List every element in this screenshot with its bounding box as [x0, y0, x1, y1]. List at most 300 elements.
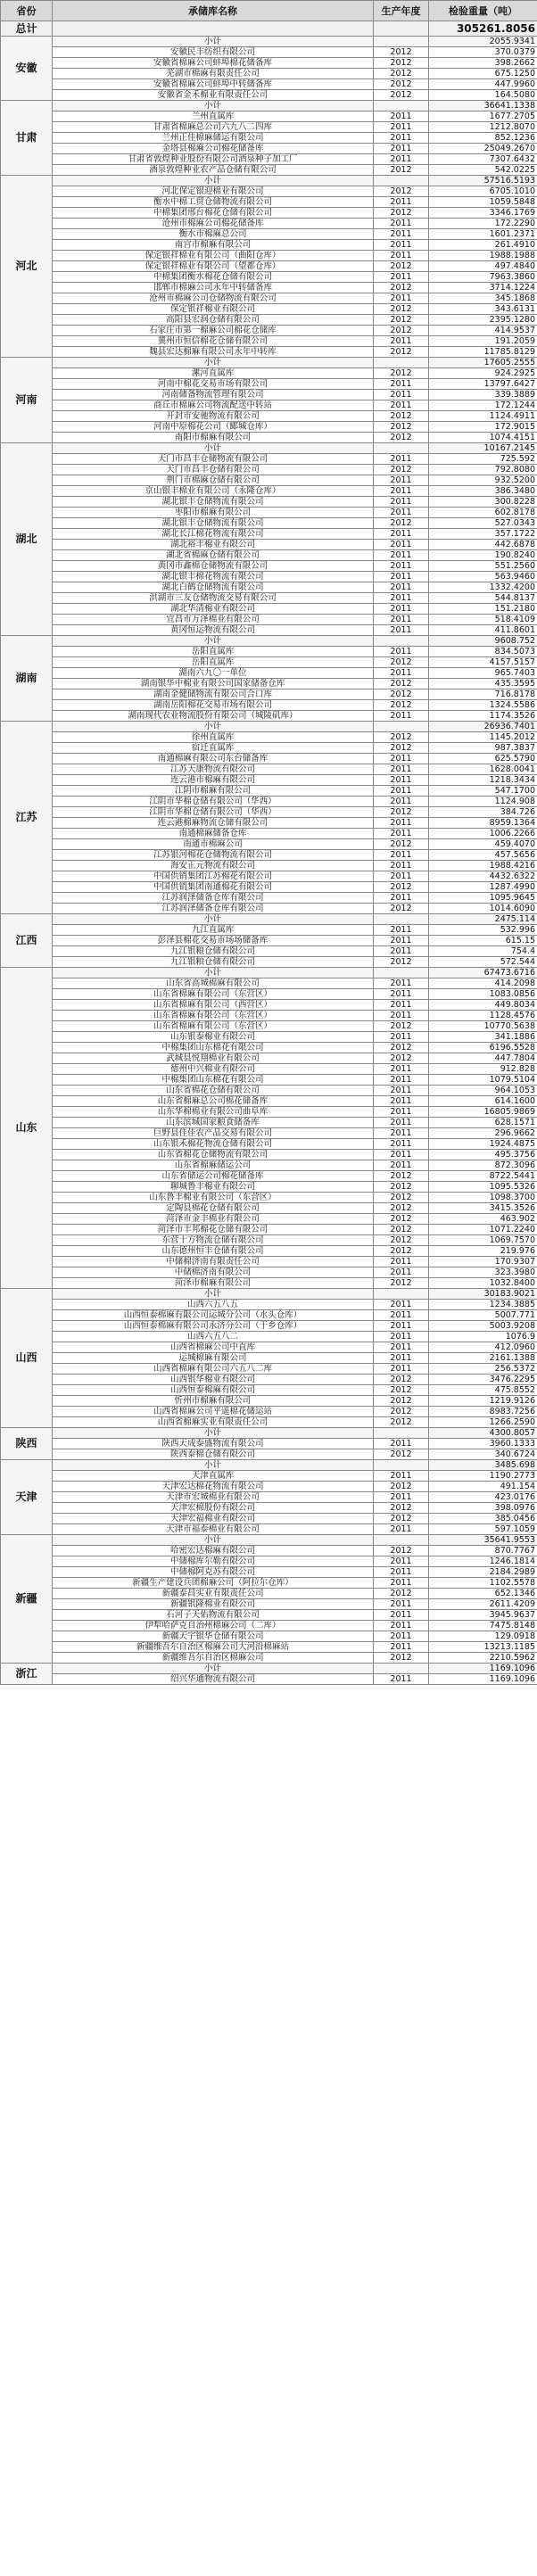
- warehouse-name: 天门市昌丰仓储物流有限公司: [53, 454, 374, 465]
- header-name: 承储库名称: [53, 1, 374, 21]
- production-year: 2011: [374, 786, 429, 797]
- table-row: [1, 861, 537, 871]
- production-year: 2011: [374, 1353, 429, 1364]
- warehouse-name: 中棉集团山东棉花有限公司: [53, 1043, 374, 1053]
- inspected-weight: 2395.1280: [429, 315, 537, 326]
- production-year: 2011: [374, 1064, 429, 1075]
- warehouse-name: 冀州市恒信棉花仓储有限公司: [53, 336, 374, 347]
- production-year: 2011: [374, 1674, 429, 1685]
- production-year: 2012: [374, 1417, 429, 1428]
- warehouse-name: 湖北长江棉花物流有限公司: [53, 529, 374, 540]
- subtotal-weight: 17605.2555: [429, 358, 537, 368]
- warehouse-name: 漯河直属库: [53, 368, 374, 379]
- production-year: 2012: [374, 69, 429, 79]
- production-year: 2012: [374, 326, 429, 336]
- table-row: [1, 1043, 537, 1053]
- inspected-weight: 172.9015: [429, 422, 537, 433]
- table-row: [1, 1674, 537, 1685]
- inspected-weight: 1095.5326: [429, 1182, 537, 1193]
- table-row: [1, 315, 537, 326]
- subtotal-weight: 2055.9341: [429, 37, 537, 47]
- production-year: 2011: [374, 154, 429, 165]
- production-year: 2012: [374, 1449, 429, 1460]
- table-row: [1, 229, 537, 240]
- inspected-weight: 3945.9637: [429, 1610, 537, 1621]
- warehouse-name: 山东省棉麻有限公司（东营区）: [53, 1021, 374, 1032]
- table-row: [1, 1364, 537, 1375]
- warehouse-name: 湖北银丰仓储物流有限公司: [53, 518, 374, 529]
- inspected-weight: 1332.4200: [429, 582, 537, 593]
- table-row: [1, 186, 537, 197]
- warehouse-name: 黄冈市鑫棉仓储物流有限公司: [53, 561, 374, 572]
- table-row: [1, 711, 537, 722]
- inspected-weight: 1032.8400: [429, 1278, 537, 1289]
- table-row: [1, 1214, 537, 1225]
- inspected-weight: 1076.9: [429, 1332, 537, 1342]
- warehouse-name: 兰州正佳棉麻储运有限公司: [53, 133, 374, 144]
- warehouse-name: 中储棉济南有限责任公司: [53, 1257, 374, 1267]
- production-year: 2012: [374, 743, 429, 754]
- production-year: 2012: [374, 1407, 429, 1417]
- subtotal-label: 小计: [53, 968, 374, 978]
- table-row: [1, 293, 537, 304]
- inspected-weight: 1128.4576: [429, 1011, 537, 1021]
- table-row: [1, 1086, 537, 1096]
- table-row: [1, 1267, 537, 1278]
- warehouse-name: 绍兴华通物流有限公司: [53, 1674, 374, 1685]
- inspected-weight: 345.1868: [429, 293, 537, 304]
- production-year: 2012: [374, 1546, 429, 1556]
- inspected-weight: 447.9960: [429, 79, 537, 90]
- table-row: [1, 111, 537, 122]
- warehouse-name: 山西恒泰棉麻有限公司: [53, 1385, 374, 1396]
- table-row: [1, 561, 537, 572]
- inspected-weight: 5007.771: [429, 1310, 537, 1321]
- production-year: 2012: [374, 465, 429, 475]
- warehouse-name: 湖北白鹤仓储物流有限公司: [53, 582, 374, 593]
- production-year: 2012: [374, 679, 429, 689]
- production-year: 2011: [374, 1599, 429, 1610]
- production-year: 2012: [374, 904, 429, 914]
- table-row: [1, 1011, 537, 1021]
- inspected-weight: 1124.908: [429, 797, 537, 807]
- warehouse-name: 岳阳直属库: [53, 647, 374, 657]
- table-row: [1, 197, 537, 208]
- production-year: 2012: [374, 1653, 429, 1664]
- warehouse-name: 湖南现代农业物流股份有限公司（城陵矶库）: [53, 711, 374, 722]
- table-row: [1, 679, 537, 689]
- inspected-weight: 414.9537: [429, 326, 537, 336]
- production-year: 2011: [374, 1492, 429, 1503]
- inspected-weight: 11785.8129: [429, 347, 537, 358]
- warehouse-name: 天津市宏城棉业有限公司: [53, 1492, 374, 1503]
- production-year: 2011: [374, 293, 429, 304]
- warehouse-name: 山东鲁丰棉业有限公司（东营区）: [53, 1193, 374, 1203]
- inspected-weight: 834.5073: [429, 647, 537, 657]
- inspected-weight: 300.8228: [429, 497, 537, 508]
- subtotal-weight: 2475.114: [429, 914, 537, 925]
- subtotal-weight: 57516.5193: [429, 176, 537, 186]
- production-year: 2011: [374, 604, 429, 615]
- production-year: 2012: [374, 283, 429, 293]
- warehouse-name: 山西恒泰棉麻有限公司运城分公司（水头仓库）: [53, 1310, 374, 1321]
- table-row: [1, 1471, 537, 1482]
- inspected-weight: 386.3480: [429, 486, 537, 497]
- warehouse-name: 安徽省金禾棉业有限责任公司: [53, 90, 374, 101]
- inspected-weight: 475.8552: [429, 1385, 537, 1396]
- production-year: 2012: [374, 304, 429, 315]
- warehouse-name: 菏泽市棉麻有限公司: [53, 1278, 374, 1289]
- warehouse-name: 巨野县佳佳农产品交易有限公司: [53, 1128, 374, 1139]
- subtotal-weight: 35641.9553: [429, 1535, 537, 1546]
- production-year: 2011: [374, 550, 429, 561]
- inspected-weight: 1074.4151: [429, 433, 537, 443]
- production-year: 2012: [374, 1375, 429, 1385]
- warehouse-name: 山西省棉麻有限公司六五八二库: [53, 1364, 374, 1375]
- inspected-weight: 457.5656: [429, 850, 537, 861]
- inspected-weight: 1219.9126: [429, 1396, 537, 1407]
- table-row: [1, 1546, 537, 1556]
- subtotal-year-empty: [374, 1535, 429, 1546]
- inspected-weight: 1169.1096: [429, 1674, 537, 1685]
- warehouse-name: 芜湖市棉麻有限责任公司: [53, 69, 374, 79]
- warehouse-name: 聊城鲁丰棉业有限公司: [53, 1182, 374, 1193]
- subtotal-row: [1, 968, 537, 978]
- warehouse-name: 酒泉敦煌种业农产品仓储有限公司: [53, 165, 374, 176]
- table-row: [1, 540, 537, 550]
- production-year: 2011: [374, 390, 429, 400]
- subtotal-weight: 9608.752: [429, 636, 537, 647]
- table-body: [1, 21, 537, 1685]
- inspected-weight: 675.1250: [429, 69, 537, 79]
- production-year: 2011: [374, 925, 429, 936]
- table-row: [1, 411, 537, 422]
- warehouse-name: 黄冈恒运物流有限公司: [53, 625, 374, 636]
- inspected-weight: 716.8178: [429, 689, 537, 700]
- inspected-weight: 497.4840: [429, 261, 537, 272]
- table-row: [1, 936, 537, 946]
- production-year: 2012: [374, 1235, 429, 1246]
- production-year: 2012: [374, 433, 429, 443]
- warehouse-name: 山东省棉麻有限公司（东营区）: [53, 1011, 374, 1021]
- warehouse-name: 山西省棉麻实业有限责任公司: [53, 1417, 374, 1428]
- production-year: 2011: [374, 797, 429, 807]
- table-row: [1, 871, 537, 882]
- subtotal-year-empty: [374, 1460, 429, 1471]
- production-year: 2012: [374, 208, 429, 219]
- subtotal-label: 小计: [53, 1428, 374, 1439]
- production-year: 2011: [374, 1621, 429, 1631]
- warehouse-name: 天津宏棉股份有限公司: [53, 1503, 374, 1514]
- inspected-weight: 414.2098: [429, 978, 537, 989]
- warehouse-name: 河南中棉花交易市场有限公司: [53, 379, 374, 390]
- inspected-weight: 614.1600: [429, 1096, 537, 1107]
- warehouse-name: 菏泽市丰邦棉花仓储有限公司: [53, 1225, 374, 1235]
- inspected-weight: 597.1059: [429, 1524, 537, 1535]
- subtotal-row: [1, 358, 537, 368]
- production-year: 2012: [374, 1482, 429, 1492]
- warehouse-name: 新疆银隆棉业有限公司: [53, 1599, 374, 1610]
- production-year: 2011: [374, 1524, 429, 1535]
- production-year: 2011: [374, 122, 429, 133]
- warehouse-name: 新疆维吾尔自治区棉麻公司大河沿棉麻站: [53, 1642, 374, 1653]
- inspected-weight: 725.592: [429, 454, 537, 465]
- warehouse-name: 江苏润泽储备仓库有限公司: [53, 904, 374, 914]
- table-row: [1, 1396, 537, 1407]
- subtotal-row: [1, 1664, 537, 1674]
- inspected-weight: 219.976: [429, 1246, 537, 1257]
- inspected-weight: 7307.6432: [429, 154, 537, 165]
- warehouse-name: 伊犁哈萨克自治州棉麻公司（二库）: [53, 1621, 374, 1631]
- production-year: 2011: [374, 1075, 429, 1086]
- warehouse-name: 保定银祥棉业有限公司（曲阳仓库）: [53, 251, 374, 261]
- production-year: 2011: [374, 272, 429, 283]
- production-year: 2011: [374, 1310, 429, 1321]
- production-year: 2011: [374, 754, 429, 764]
- production-year: 2011: [374, 1032, 429, 1043]
- warehouse-name: 中储棉阿克苏有限公司: [53, 1567, 374, 1578]
- table-row: [1, 508, 537, 518]
- table-row: [1, 1524, 537, 1535]
- production-year: 2011: [374, 454, 429, 465]
- table-row: [1, 1578, 537, 1589]
- subtotal-year-empty: [374, 636, 429, 647]
- table-row: [1, 529, 537, 540]
- subtotal-year-empty: [374, 722, 429, 732]
- inspected-weight: 1988.4216: [429, 861, 537, 871]
- warehouse-name: 中国供销集团南通棉花有限公司: [53, 882, 374, 893]
- table-row: [1, 882, 537, 893]
- table-row: [1, 850, 537, 861]
- inspected-weight: 870.7767: [429, 1546, 537, 1556]
- warehouse-name: 河南中原棉花公司（郾城仓库）: [53, 422, 374, 433]
- table-row: [1, 1139, 537, 1150]
- production-year: 2012: [374, 1225, 429, 1235]
- production-year: 2011: [374, 818, 429, 829]
- warehouse-name: 山东省棉花仓储有限公司: [53, 1086, 374, 1096]
- production-year: 2011: [374, 775, 429, 786]
- production-year: 2011: [374, 893, 429, 904]
- production-year: 2012: [374, 957, 429, 968]
- inspected-weight: 628.1571: [429, 1118, 537, 1128]
- warehouse-name: 山东省棉麻有限公司（西营区）: [53, 1000, 374, 1011]
- table-row: [1, 786, 537, 797]
- warehouse-name: 新疆维吾尔自治区棉麻公司: [53, 1653, 374, 1664]
- inspected-weight: 2611.4209: [429, 1599, 537, 1610]
- warehouse-name: 魏县宏达棉麻有限公司永年中转库: [53, 347, 374, 358]
- table-row: [1, 807, 537, 818]
- production-year: 2011: [374, 1267, 429, 1278]
- inspected-weight: 16805.9869: [429, 1107, 537, 1118]
- warehouse-name: 湖北裕丰棉业有限公司: [53, 540, 374, 550]
- inspected-weight: 442.6878: [429, 540, 537, 550]
- table-row: [1, 261, 537, 272]
- subtotal-year-empty: [374, 176, 429, 186]
- inspected-weight: 1098.3700: [429, 1193, 537, 1203]
- table-row: [1, 1182, 537, 1193]
- province-cell: 安徽: [1, 37, 53, 101]
- subtotal-year-empty: [374, 914, 429, 925]
- inspected-weight: 261.4910: [429, 240, 537, 251]
- inspected-weight: 3415.3526: [429, 1203, 537, 1214]
- inspected-weight: 370.0379: [429, 47, 537, 58]
- warehouse-name: 山东银禾棉花物流仓储有限公司: [53, 1139, 374, 1150]
- warehouse-name: 湖北省棉麻仓储有限公司: [53, 550, 374, 561]
- inspected-weight: 8959.1364: [429, 818, 537, 829]
- table-row: [1, 69, 537, 79]
- subtotal-row: [1, 1428, 537, 1439]
- production-year: 2011: [374, 978, 429, 989]
- inspected-weight: 912.828: [429, 1064, 537, 1075]
- warehouse-name: 天津宏福棉业有限公司: [53, 1514, 374, 1524]
- warehouse-name: 天门市昌丰仓储有限公司: [53, 465, 374, 475]
- production-year: 2012: [374, 1514, 429, 1524]
- production-year: 2011: [374, 829, 429, 839]
- province-cell: 江西: [1, 914, 53, 968]
- table-row: [1, 272, 537, 283]
- subtotal-label: 小计: [53, 1289, 374, 1300]
- table-row: [1, 1449, 537, 1460]
- table-row: [1, 1310, 537, 1321]
- header-province: 省份: [1, 1, 53, 21]
- subtotal-label: 小计: [53, 1535, 374, 1546]
- production-year: 2011: [374, 486, 429, 497]
- subtotal-label: 小计: [53, 636, 374, 647]
- warehouse-name: 河北保定银迎棉业有限公司: [53, 186, 374, 197]
- table-row: [1, 1589, 537, 1599]
- warehouse-name: 山东省棉麻储运公司: [53, 1160, 374, 1171]
- warehouse-name: 运城棉麻有限公司: [53, 1353, 374, 1364]
- warehouse-name: 保定银祥棉业有限公司（望都仓库）: [53, 261, 374, 272]
- subtotal-label: 小计: [53, 101, 374, 111]
- warehouse-name: 石家庄市第一棉麻公司棉花仓储库: [53, 326, 374, 336]
- table-row: [1, 1032, 537, 1043]
- production-year: 2011: [374, 764, 429, 775]
- warehouse-name: 天津宏达棉花物流有限公司: [53, 1482, 374, 1492]
- warehouse-name: 衡水中棉工贸仓储物流有限公司: [53, 197, 374, 208]
- warehouse-name: 江苏天康物流有限公司: [53, 764, 374, 775]
- table-row: [1, 304, 537, 315]
- inspected-weight: 527.0343: [429, 518, 537, 529]
- inspected-weight: 170.9307: [429, 1257, 537, 1267]
- production-year: 2011: [374, 582, 429, 593]
- inspected-weight: 1234.3885: [429, 1300, 537, 1310]
- inspected-weight: 2184.2989: [429, 1567, 537, 1578]
- inspected-weight: 1071.2240: [429, 1225, 537, 1235]
- subtotal-year-empty: [374, 1664, 429, 1674]
- inspected-weight: 1095.9645: [429, 893, 537, 904]
- warehouse-name: 新疆生产建设兵团棉麻公司（阿拉尔仓库）: [53, 1578, 374, 1589]
- table-row: [1, 593, 537, 604]
- inspected-weight: 1628.0041: [429, 764, 537, 775]
- warehouse-name: 湖南银华中棉业有限公司国家储备仓库: [53, 679, 374, 689]
- inspected-weight: 25049.2670: [429, 144, 537, 154]
- subtotal-weight: 67473.6716: [429, 968, 537, 978]
- production-year: 2012: [374, 47, 429, 58]
- warehouse-name: 定陶县棉花仓储有限公司: [53, 1203, 374, 1214]
- production-year: 2011: [374, 1439, 429, 1449]
- subtotal-label: 小计: [53, 176, 374, 186]
- subtotal-weight: 26936.7401: [429, 722, 537, 732]
- province-cell: 浙江: [1, 1664, 53, 1685]
- inspected-weight: 10770.5638: [429, 1021, 537, 1032]
- production-year: 2011: [374, 219, 429, 229]
- production-year: 2011: [374, 711, 429, 722]
- warehouse-name: 天津市福泰棉业有限公司: [53, 1524, 374, 1535]
- province-cell: 山西: [1, 1289, 53, 1428]
- inspected-weight: 1059.5848: [429, 197, 537, 208]
- table-row: [1, 1128, 537, 1139]
- table-row: [1, 1118, 537, 1128]
- inspected-weight: 792.8080: [429, 465, 537, 475]
- subtotal-label: 小计: [53, 358, 374, 368]
- table-row: [1, 754, 537, 764]
- warehouse-name: 山西六五八五: [53, 1300, 374, 1310]
- inspected-weight: 932.5200: [429, 475, 537, 486]
- inspected-weight: 3346.1769: [429, 208, 537, 219]
- warehouse-name: 湖南金健储物流有限公司合口库: [53, 689, 374, 700]
- production-year: 2012: [374, 689, 429, 700]
- table-row: [1, 1503, 537, 1514]
- table-row: [1, 604, 537, 615]
- production-year: 2011: [374, 1300, 429, 1310]
- inspected-weight: 1266.2590: [429, 1417, 537, 1428]
- table-row: [1, 1375, 537, 1385]
- production-year: 2011: [374, 861, 429, 871]
- subtotal-weight: 10167.2145: [429, 443, 537, 454]
- inspected-weight: 1145.2012: [429, 732, 537, 743]
- warehouse-name: 天津直属库: [53, 1471, 374, 1482]
- table-row: [1, 1653, 537, 1664]
- production-year: 2011: [374, 475, 429, 486]
- table-row: [1, 1353, 537, 1364]
- province-cell: 江苏: [1, 722, 53, 914]
- table-row: [1, 1599, 537, 1610]
- warehouse-name: 菏泽市金丰棉业有限公司: [53, 1214, 374, 1225]
- warehouse-name: 沧州市棉麻公司仓储物流有限公司: [53, 293, 374, 304]
- inspected-weight: 340.6724: [429, 1449, 537, 1460]
- inspected-weight: 151.2180: [429, 604, 537, 615]
- warehouse-name: 南通棉麻储备仓库: [53, 829, 374, 839]
- warehouse-name: 新疆泰昌实业有限责任公司: [53, 1589, 374, 1599]
- inspected-weight: 190.8240: [429, 550, 537, 561]
- warehouse-name: 南宫市棉麻有限公司: [53, 240, 374, 251]
- table-row: [1, 219, 537, 229]
- production-year: 2012: [374, 186, 429, 197]
- production-year: 2011: [374, 1160, 429, 1171]
- table-row: [1, 497, 537, 508]
- subtotal-year-empty: [374, 101, 429, 111]
- warehouse-name: 新疆天宇银华仓储有限公司: [53, 1631, 374, 1642]
- province-cell: 新疆: [1, 1535, 53, 1664]
- inspected-weight: 447.7804: [429, 1053, 537, 1064]
- subtotal-label: 小计: [53, 443, 374, 454]
- table-row: [1, 572, 537, 582]
- inspected-weight: 411.8601: [429, 625, 537, 636]
- inspected-weight: 4432.6322: [429, 871, 537, 882]
- production-year: 2012: [374, 732, 429, 743]
- subtotal-row: [1, 914, 537, 925]
- inspected-weight: 1069.7570: [429, 1235, 537, 1246]
- table-row: [1, 893, 537, 904]
- subtotal-row: [1, 636, 537, 647]
- inspected-weight: 1287.4990: [429, 882, 537, 893]
- production-year: 2011: [374, 1471, 429, 1482]
- inspected-weight: 296.9662: [429, 1128, 537, 1139]
- inspected-weight: 1924.4875: [429, 1139, 537, 1150]
- warehouse-name: 山东银泰棉业有限公司: [53, 1032, 374, 1043]
- production-year: 2011: [374, 336, 429, 347]
